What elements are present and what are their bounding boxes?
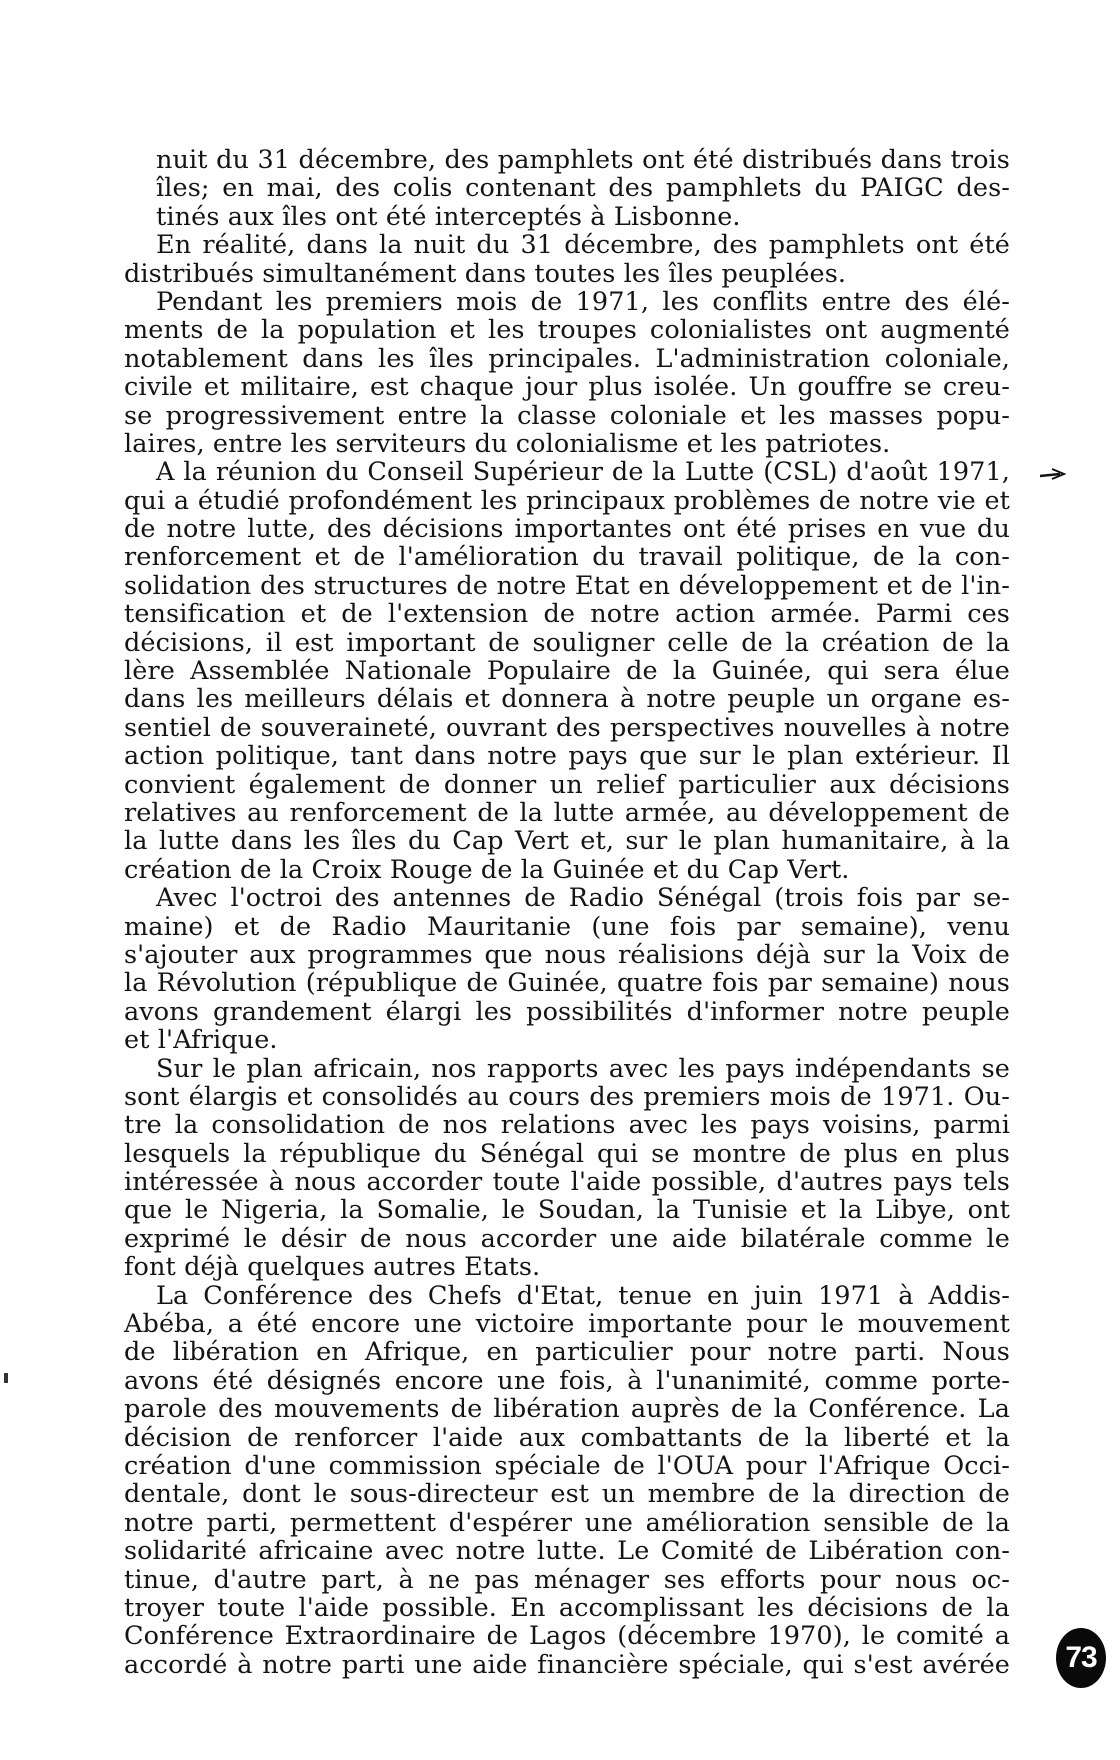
page-number: 73 <box>1065 1641 1097 1674</box>
text-line: tensification et de l'extension de notre action armée. Parmi ces <box>124 599 1010 630</box>
text-line: lesquels la république du Sénégal qui se montre de plus en plus <box>124 1138 1010 1169</box>
text-line: avons été désignés encore une fois, à l'unanimité, comme porte- <box>124 1365 1010 1396</box>
text-line: tre la consolidation de nos relations avec les pays voisins, parmi <box>124 1110 1010 1141</box>
text-line: action politique, tant dans notre pays que sur le plan extérieur. Il <box>124 741 1010 772</box>
text-line: création d'une commission spéciale de l'OUA pour l'Afrique Occi- <box>124 1450 1010 1481</box>
text-line: avons grandement élargi les possibilités d'informer notre peuple <box>124 996 1010 1027</box>
text-line: de notre lutte, des décisions importantes ont été prises en vue du <box>124 514 1010 545</box>
text-line: renforcement et de l'amélioration du travail politique, de la con- <box>124 542 1010 573</box>
text-line: Avec l'octroi des antennes de Radio Sénégal (trois fois par se- <box>156 883 1010 914</box>
text-line: la Révolution (république de Guinée, quatre fois par semaine) nous <box>124 968 1010 999</box>
text-line: solidarité africaine avec notre lutte. Le Comité de Libération con- <box>124 1536 1010 1567</box>
text-line: notre parti, permettent d'espérer une amélioration sensible de la <box>124 1507 1010 1538</box>
text-line: convient également de donner un relief particulier aux décisions <box>124 769 1010 800</box>
text-line: qui a étudié profondément les principaux problèmes de notre vie et <box>124 485 1010 516</box>
text-line: lère Assemblée Nationale Populaire de la Guinée, qui sera élue <box>124 656 1010 687</box>
text-line: distribués simultanément dans toutes les îles peuplées. <box>124 258 847 289</box>
text-line: exprimé le désir de nous accorder une aide bilatérale comme le <box>124 1223 1010 1254</box>
text-line: troyer toute l'aide possible. En accomplissant les décisions de la <box>124 1592 1010 1623</box>
text-line: décision de renforcer l'aide aux combattants de la liberté et la <box>124 1422 1010 1453</box>
text-line: création de la Croix Rouge de la Guinée et du Cap Vert. <box>124 854 850 885</box>
text-line: Pendant les premiers mois de 1971, les conflits entre des élé- <box>156 286 1010 317</box>
text-line: décisions, il est important de souligner celle de la création de la <box>124 627 1010 658</box>
text-line: accordé à notre parti une aide financière spéciale, qui s'est avérée <box>124 1649 1010 1680</box>
text-line: intéressée à nous accorder toute l'aide possible, d'autres pays tels <box>124 1167 1010 1198</box>
text-line: relatives au renforcement de la lutte armée, au développement de <box>124 797 1010 828</box>
text-line: sont élargis et consolidés au cours des premiers mois de 1971. Ou- <box>124 1081 1010 1112</box>
text-line: dans les meilleurs délais et donnera à notre peuple un organe es- <box>124 684 1010 715</box>
text-line: Abéba, a été encore une victoire importante pour le mouvement <box>124 1309 1010 1340</box>
text-line: parole des mouvements de libération auprès de la Conférence. La <box>124 1394 1010 1425</box>
text-line: de libération en Afrique, en particulier pour notre parti. Nous <box>124 1337 1010 1368</box>
text-line: Sur le plan africain, nos rapports avec les pays indépendants se <box>156 1053 1010 1084</box>
text-line: A la réunion du Conseil Supérieur de la Lutte (CSL) d'août 1971, <box>156 457 1010 488</box>
text-line: se progressivement entre la classe coloniale et les masses popu- <box>124 400 1010 431</box>
text-line: civile et militaire, est chaque jour plus isolée. Un gouffre se creu- <box>124 372 1010 403</box>
text-line: s'ajouter aux programmes que nous réalisions déjà sur la Voix de <box>124 939 1010 970</box>
text-line: maine) et de Radio Mauritanie (une fois par semaine), venu <box>124 911 1010 942</box>
text-line: îles; en mai, des colis contenant des pamphlets du PAIGC des- <box>156 173 1010 204</box>
text-line: sentiel de souveraineté, ouvrant des perspectives nouvelles à notre <box>124 712 1010 743</box>
text-line: notablement dans les îles principales. L'administration coloniale, <box>124 343 1010 374</box>
text-line: En réalité, dans la nuit du 31 décembre, des pamphlets ont été <box>156 230 1010 261</box>
page-number-badge <box>1056 1628 1106 1688</box>
text-line: nuit du 31 décembre, des pamphlets ont été distribués dans trois <box>156 145 1010 175</box>
text-line: tinue, d'autre part, à ne pas ménager ses efforts pour nous oc- <box>124 1564 1010 1595</box>
text-line: dentale, dont le sous-directeur est un membre de la direction de <box>124 1479 1010 1510</box>
text-line: font déjà quelques autres Etats. <box>124 1252 541 1283</box>
text-line: ments de la population et les troupes colonialistes ont augmenté <box>124 315 1010 346</box>
text-line: la lutte dans les îles du Cap Vert et, sur le plan humanitaire, à la <box>124 826 1010 857</box>
text-line: laires, entre les serviteurs du colonialisme et les patriotes. <box>124 428 891 459</box>
text-line: tinés aux îles ont été interceptés à Lisbonne. <box>156 201 741 232</box>
margin-speck <box>4 1373 8 1383</box>
text-line: solidation des structures de notre Etat en développement et de l'in- <box>124 570 1010 601</box>
body-text <box>124 146 1010 1679</box>
text-line: et l'Afrique. <box>124 1025 278 1056</box>
text-line: que le Nigeria, la Somalie, le Soudan, la Tunisie et la Libye, ont <box>124 1195 1010 1226</box>
margin-arrow-mark <box>1038 467 1066 483</box>
text-line: La Conférence des Chefs d'Etat, tenue en juin 1971 à Addis- <box>156 1280 1010 1311</box>
text-line: Conférence Extraordinaire de Lagos (décembre 1970), le comité a <box>124 1621 1010 1652</box>
